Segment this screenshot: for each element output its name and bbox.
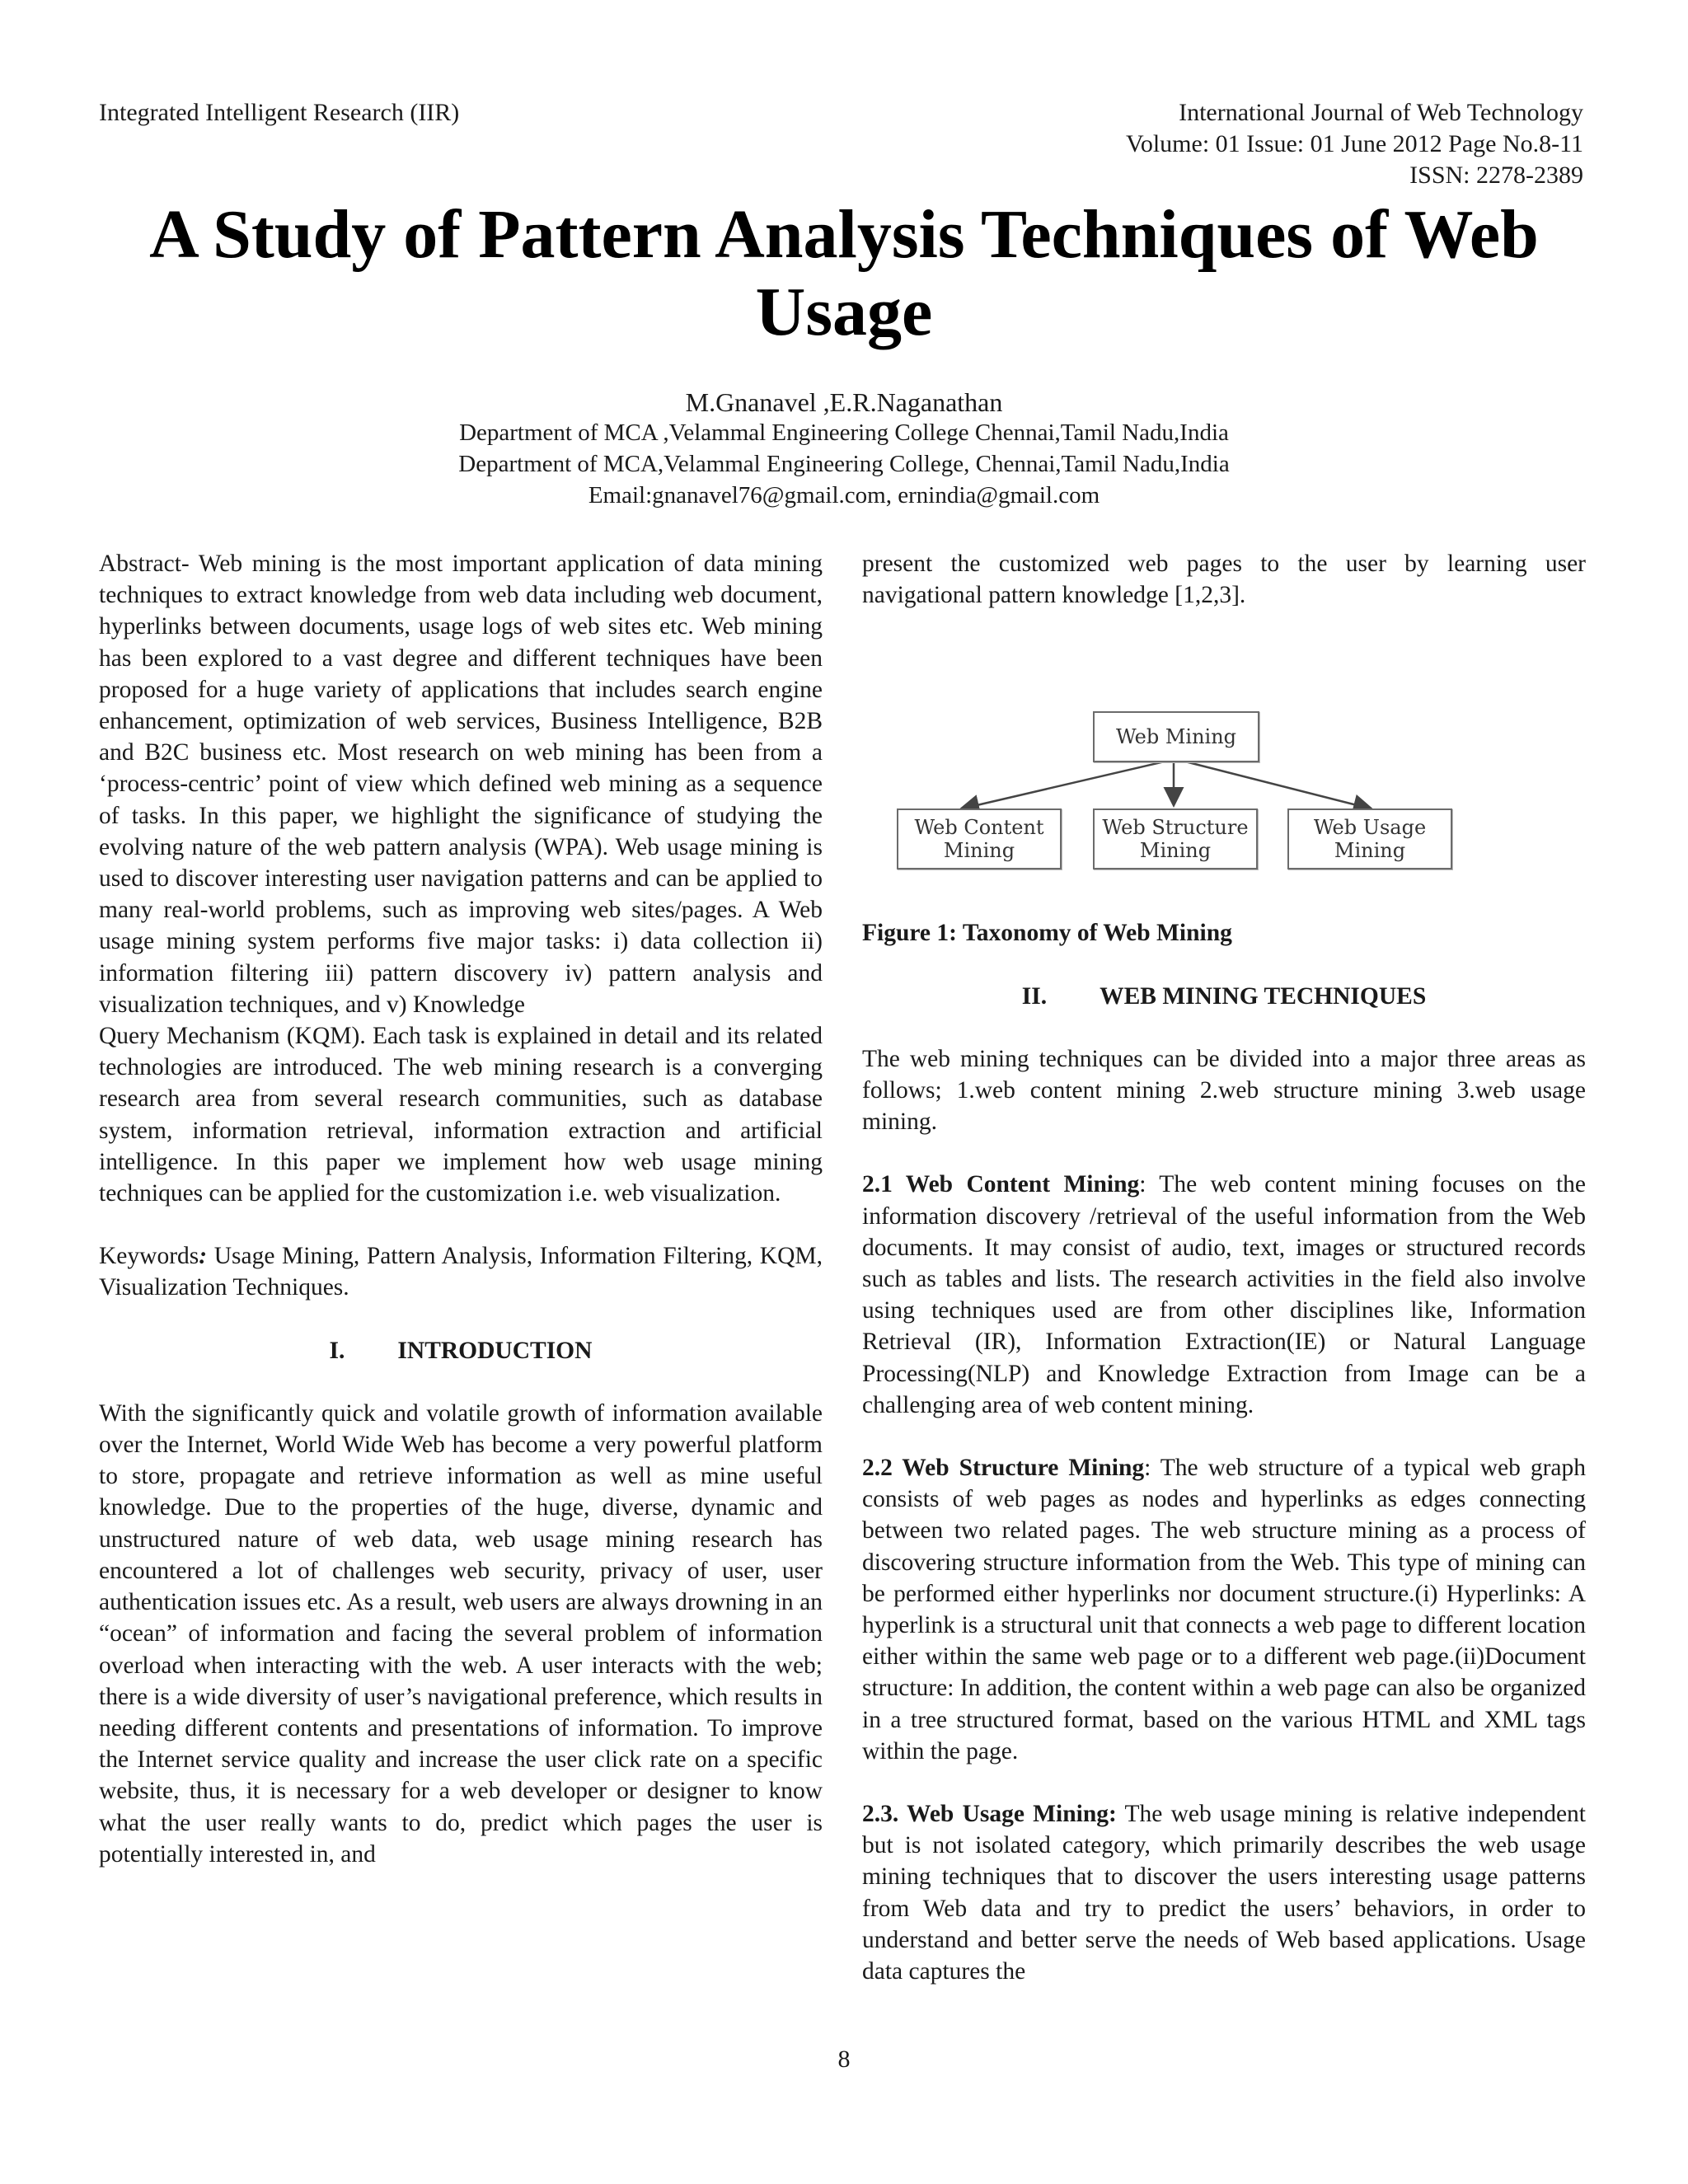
subsection-2-3 xyxy=(862,1798,1586,1987)
left-column xyxy=(99,548,823,1870)
section-heading-web-mining-techniques xyxy=(862,981,1586,1012)
paper-title-line-2: Usage xyxy=(755,274,933,350)
node-content-line-2: Mining xyxy=(943,839,1015,863)
authors: M.Gnanavel ,E.R.Naganathan xyxy=(685,387,1003,417)
subsection-2-3-text: The web usage mining is relative independent but is not isolated category, which primarily describes the web usage mining techniques that to discover the users interesting usage patterns from Web data and try to predict the users’ behaviors, in order to understand and better serve the needs of Web based applications. Usage data captures the xyxy=(862,1801,1586,1985)
paper-title xyxy=(82,196,1606,351)
keywords xyxy=(99,1240,823,1303)
paper-title-line-1: A Study of Pattern Analysis Techniques of Web xyxy=(149,196,1539,273)
affiliation-1: Department of MCA ,Velammal Engineering College Chennai,Tamil Nadu,India xyxy=(459,419,1229,446)
journal-name: International Journal of Web Technology xyxy=(1179,99,1583,126)
abstract: Abstract- Web mining is the most important application of data mining techniques to extract knowledge from web data including web document, hyperlinks between documents, usage logs of web sites etc. Web mining has been explored to a vast degree and different techniques have been proposed for a huge variety of applications that includes search engine enhancement, optimization of web services, Business Intelligence, B2B and B2C business etc. Most research on web mining has been from a ‘process-centric’ point of view which defined web mining as a sequence of tasks. In this paper, we highlight the significance of studying the evolving nature of the web pattern analysis (WPA). Web usage mining is used to discover interesting user navigation patterns and can be applied to many real-world problems, such as improving web sites/pages. A Web usage mining system performs five major tasks: i) data collection ii) information filtering iii) pattern discovery iv) pattern analysis and visualization techniques, and v) Knowledge xyxy=(99,551,823,1018)
node-web-usage-mining xyxy=(1287,808,1452,869)
running-header-left: Integrated Intelligent Research (IIR) xyxy=(99,99,460,126)
subsection-2-3-title: 2.3. Web Usage Mining: xyxy=(862,1801,1117,1828)
node-structure-line-2: Mining xyxy=(1139,839,1212,863)
volume-issue: Volume: 01 Issue: 01 June 2012 Page No.8-11 xyxy=(1126,130,1583,157)
section-1-title: INTRODUCTION xyxy=(397,1337,593,1364)
node-content-line-1: Web Content xyxy=(914,816,1044,840)
node-web-structure-mining xyxy=(1093,808,1258,869)
section-2-title: WEB MINING TECHNIQUES xyxy=(1100,982,1427,1010)
node-usage-line-1: Web Usage xyxy=(1313,816,1427,840)
section-2-text: The web mining techniques can be divided into a major three areas as follows; 1.web content mining 2.web structure mining 3.web usage mining. xyxy=(862,1045,1586,1136)
abstract-continued: Query Mechanism (KQM). Each task is explained in detail and its related technologies are introduced. The web mining research is a converging research area from several research communities, such as database system, information retrieval, information extraction and artificial intelligence. In this paper we implement how web usage mining techniques can be applied for the customization i.e. web visualization. xyxy=(99,1023,823,1207)
figure-caption: Figure 1: Taxonomy of Web Mining xyxy=(862,920,1232,947)
subsection-2-2 xyxy=(862,1452,1586,1767)
keywords-label: Keywords xyxy=(99,1243,199,1270)
affiliation-2: Department of MCA,Velammal Engineering College, Chennai,Tamil Nadu,India xyxy=(458,451,1230,477)
introduction-continued: present the customized web pages to the user by learning user navigational pattern knowledge [1,2,3]. xyxy=(862,551,1586,609)
issn: ISSN: 2278-2389 xyxy=(1409,162,1583,189)
section-1-number: I. xyxy=(329,1337,345,1364)
section-heading-introduction xyxy=(99,1335,823,1366)
arrow-to-content xyxy=(963,759,1175,808)
subsection-2-1-text: : The web content mining focuses on the information discovery /retrieval of the useful information from the Web documents. It may consist of audio, text, images or structured records such as tables and lists. The research activities in the field also involve using techniques used are from other disciplines like, Information Retrieval (IR), Information Extraction(IE) or Natural Language Processing(NLP) and Knowledge Extraction from Image can be a challenging area of web content mining. xyxy=(862,1171,1587,1418)
running-header-right xyxy=(1126,97,1583,191)
node-usage-line-2: Mining xyxy=(1334,839,1406,863)
subsection-2-1-title: 2.1 Web Content Mining xyxy=(862,1171,1140,1198)
right-column xyxy=(862,548,1586,1987)
keywords-colon: : xyxy=(199,1243,208,1270)
introduction-text: With the significantly quick and volatile growth of information available over the Internet, World Wide Web has become a very powerful platform to store, propagate and retrieve information as well as mine useful knowledge. Due to the properties of the huge, diverse, dynamic and unstructured nature of web data, web usage mining research has encountered a lot of challenges web security, privacy of user, user authentication issues etc. As a result, web users are always drowning in an “ocean” of information and facing the several problem of information overload when interacting with the web. A user interacts with the web; there is a wide diversity of user’s navigational preference, which results in needing different contents and presentations of information. To improve the Internet service quality and increase the user click rate on a specific website, thus, it is necessary for a web developer or designer to know what the user really wants to do, predict which pages the user is potentially interested in, and xyxy=(99,1399,823,1868)
node-web-mining-label: Web Mining xyxy=(1115,725,1237,749)
node-web-content-mining xyxy=(897,808,1062,869)
node-web-mining xyxy=(1093,711,1259,762)
section-2-number: II. xyxy=(1021,982,1048,1010)
arrow-to-usage xyxy=(1175,759,1370,808)
keywords-text: Usage Mining, Pattern Analysis, Information Filtering, KQM, Visualization Techniques. xyxy=(99,1243,823,1301)
taxonomy-diagram xyxy=(862,688,1586,902)
subsection-2-1 xyxy=(862,1169,1586,1421)
author-emails: Email:gnanavel76@gmail.com, ernindia@gmail.com xyxy=(588,482,1100,509)
subsection-2-2-text: : The web structure of a typical web graph consists of web pages as nodes and hyperlinks as edges connecting between two related pages. The web structure mining as a process of discovering structure information from the Web. This type of mining can be performed either hyperlinks nor document structure.(i) Hyperlinks: A hyperlink is a structural unit that connects a web page to different location either within the same web page or to a different web page.(ii)Document structure: In addition, the content within a web page can also be organized in a tree structured format, based on the various HTML and XML tags within the page. xyxy=(862,1455,1586,1765)
subsection-2-2-title: 2.2 Web Structure Mining xyxy=(862,1455,1145,1482)
page-number: 8 xyxy=(837,2046,851,2073)
node-structure-line-1: Web Structure xyxy=(1102,816,1249,840)
